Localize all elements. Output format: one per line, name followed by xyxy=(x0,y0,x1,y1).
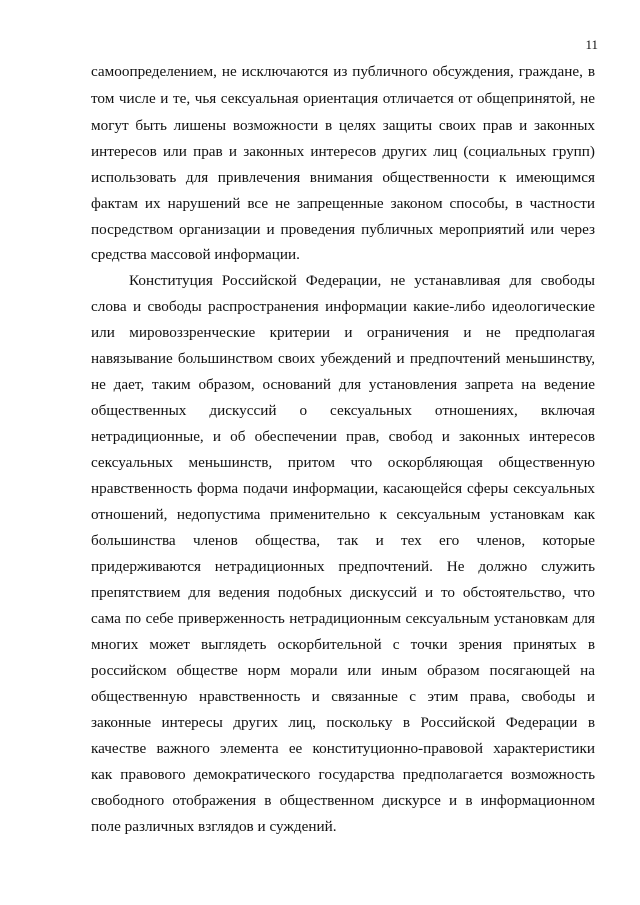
text-line: большинства членов общества, так и тех его членов, которые xyxy=(91,532,595,549)
text-line: средства массовой информации. xyxy=(91,246,300,263)
text-line: законные интересы других лиц, поскольку в Российской Федерации в xyxy=(91,714,595,731)
text-line: Конституция Российской Федерации, не устанавливая для свободы xyxy=(129,272,595,289)
text-line: отношений, недопустима применительно к сексуальным установкам как xyxy=(91,506,595,523)
text-line: том числе и те, чья сексуальная ориентация отличается от общепринятой, не xyxy=(91,90,595,107)
text-line: придерживаются нетрадиционных предпочтений. Не должно служить xyxy=(91,558,595,575)
text-line: или мировоззренческие критерии и ограничения и не предполагая xyxy=(91,324,595,341)
text-line: поле различных взглядов и суждений. xyxy=(91,818,337,835)
text-line: нравственность форма подачи информации, касающейся сферы сексуальных xyxy=(91,480,595,497)
text-line: многих может выглядеть оскорбительной с точки зрения принятых в xyxy=(91,636,595,653)
text-line: качестве важного элемента ее конституционно-правовой характеристики xyxy=(91,740,595,757)
text-line: фактам их нарушений все не запрещенные законом способы, в частности xyxy=(91,195,595,212)
text-line: самоопределением, не исключаются из публичного обсуждения, граждане, в xyxy=(91,63,595,80)
text-line: посредством организации и проведения публичных мероприятий или через xyxy=(91,221,595,238)
text-line: интересов или прав и законных интересов других лиц (социальных групп) xyxy=(91,143,595,160)
text-line: общественную нравственность и связанные с этим права, свободы и xyxy=(91,688,595,705)
text-line: российском обществе норм морали или иным образом посягающей на xyxy=(91,662,595,679)
text-line: свободного отображения в общественном дискурсе и в информационном xyxy=(91,792,595,809)
text-line: сексуальных меньшинств, притом что оскорбляющая общественную xyxy=(91,454,595,471)
text-line: слова и свободы распространения информации какие-либо идеологические xyxy=(91,298,595,315)
text-line: сама по себе приверженность нетрадиционным сексуальным установкам для xyxy=(91,610,595,627)
text-line: нетрадиционные, и об обеспечении прав, свобод и законных интересов xyxy=(91,428,595,445)
text-line: могут быть лишены возможности в целях защиты своих прав и законных xyxy=(91,117,595,134)
page-number: 11 xyxy=(585,37,598,52)
text-line: использовать для привлечения внимания общественности к имеющимся xyxy=(91,169,595,186)
text-line: как правового демократического государства предполагается возможность xyxy=(91,766,595,783)
text-line: не дает, таким образом, оснований для установления запрета на ведение xyxy=(91,376,595,393)
text-line: навязывание большинством своих убеждений и предпочтений меньшинству, xyxy=(91,350,595,367)
text-line: общественных дискуссий о сексуальных отношениях, включая xyxy=(91,402,595,419)
text-line: препятствием для ведения подобных дискуссий и то обстоятельство, что xyxy=(91,584,595,601)
